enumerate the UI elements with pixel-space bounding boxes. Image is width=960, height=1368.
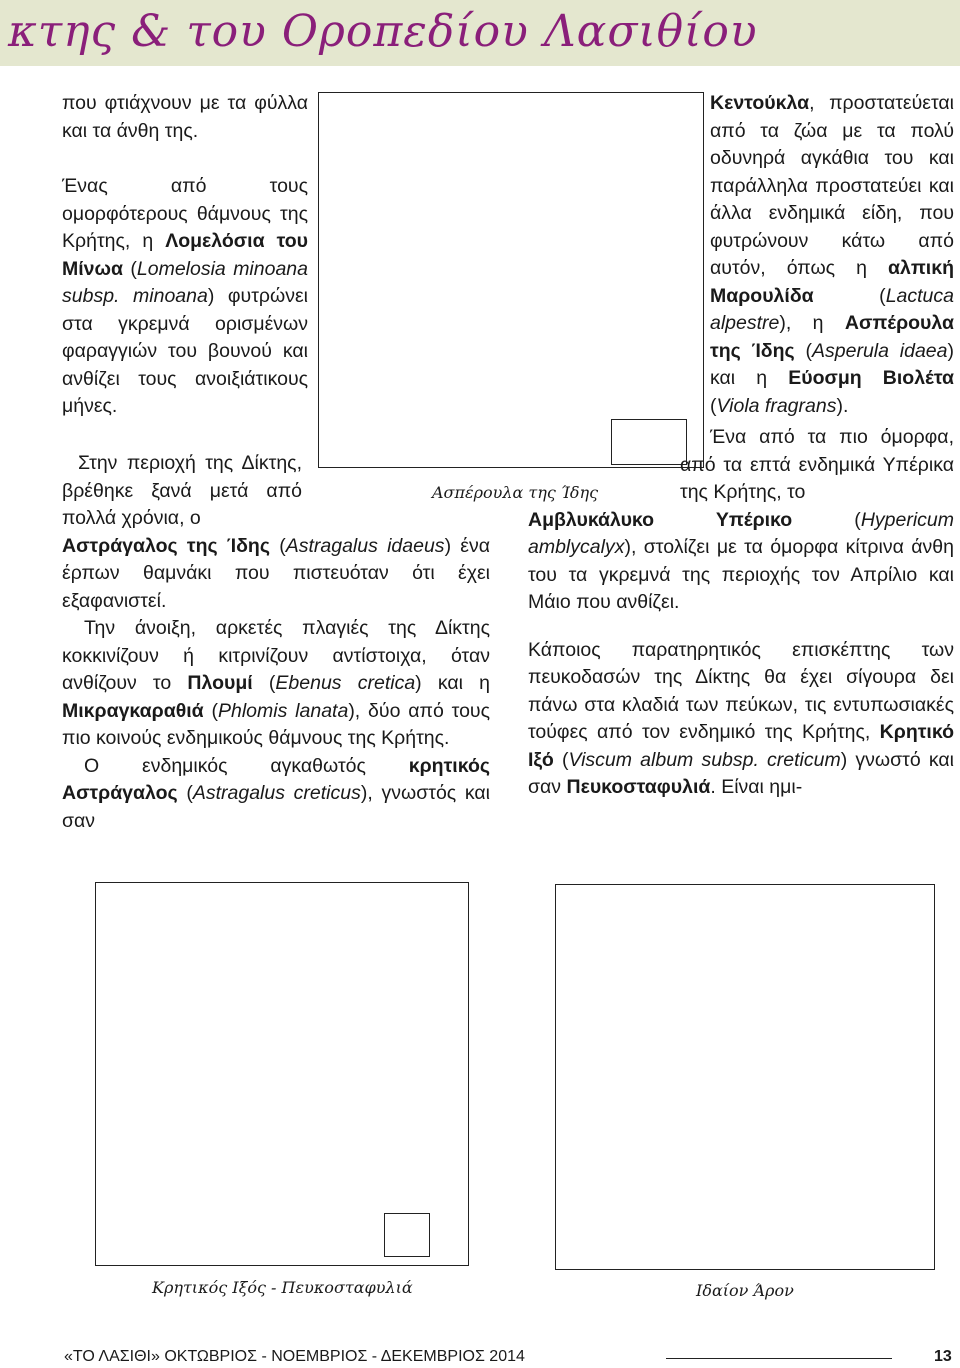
caption-asperula: Ασπέρουλα της Ίδης [432, 483, 599, 502]
photo-idaion-aron [555, 884, 935, 1270]
text-column-kentoukla [710, 90, 954, 420]
footer-rule [666, 1358, 892, 1359]
caption-idaion-aron: Ιδαίον Άρον [696, 1281, 794, 1300]
page-number: 13 [934, 1348, 952, 1365]
paragraph: Αστράγαλος της Ίδης (Astragalus idaeus) ένα έρπων θαμνάκι που πιστευόταν ότι έχει εξαφανιστεί. [62, 534, 490, 612]
paragraph: Αμβλυκάλυκο Υπέρικο (Hypericum amblycalyx), στολίζει με τα όμορφα κίτρινα άνθη του τα γκρεμνά της περιοχής τον Απρίλιο και Μάιο που ανθίζει. [528, 508, 954, 613]
text-column-astragalus [62, 450, 490, 835]
paragraph: Στην περιοχή της Δίκτης, βρέθηκε ξανά μετά από πολλά χρόνια, ο [62, 452, 302, 529]
header-banner [0, 0, 960, 66]
photo-asperula [318, 92, 704, 468]
photo-viscum-inset [384, 1213, 430, 1257]
paragraph: Ο ενδημικός αγκαθωτός κρητικός Αστράγαλος (Astragalus creticus), γνωστός και σαν [62, 754, 490, 832]
paragraph: Κάποιος παρατηρητικός επισκέπτης των πευκοδασών της Δίκτης θα έχει σίγουρα δει πάνω στα κλαδιά των πεύκων, τις εντυπωσιακές τούφες από τον ενδημικό της Κρήτης, Κρητικό Ιξό (Viscum album subsp. creticum) γνωστό και σαν Πευκοσταφυλιά. Είναι ημι- [528, 638, 954, 798]
photo-viscum [95, 882, 469, 1266]
paragraph: που φτιάχνουν με τα φύλλα και τα άνθη της. [62, 92, 308, 142]
paragraph: Ένας από τους ομορφότερους θάμνους της Κρήτης, η Λομελόσια του Μίνωα (Lomelosia minoana subsp. minoana) φυτρώνει στα γκρεμνά ορισμένων φαραγγιών του βουνού και ανθίζει τους ανοιξιάτικους μήνες. [62, 175, 308, 417]
caption-viscum: Κρητικός Ιξός - Πευκοσταφυλιά [152, 1278, 413, 1297]
paragraph: Κεντούκλα, προστατεύεται από τα ζώα με τα πολύ οδυνηρά αγκάθια του και παράλληλα προστατεύει και άλλα ενδημικά είδη, που φυτρώνουν κάτω από αυτόν, όπως η αλπική Μαρουλίδα (Lactuca alpestre), η Ασπέρουλα της Ίδης (Asperula idaea) και η Εύοσμη Βιολέτα (Viola fragrans). [710, 92, 954, 417]
text-column-lomelosia [62, 90, 308, 421]
text-column-hypericum [528, 424, 954, 802]
footer-text: «ΤΟ ΛΑΣΙΘΙ» ΟΚΤΩΒΡΙΟΣ - ΝΟΕΜΒΡΙΟΣ - ΔΕΚΕΜΒΡΙΟΣ 2014 [64, 1348, 525, 1365]
header-title: κτης & του Οροπεδίου Λασιθίου [8, 6, 758, 57]
paragraph: Την άνοιξη, αρκετές πλαγιές της Δίκτης κοκκινίζουν ή κιτρινίζουν αντίστοιχα, όταν ανθίζουν το Πλουμί (Ebenus cretica) και η Μικραγκαραθιά (Phlomis lanata), δύο από τους πιο κοινούς ενδημικούς θάμνους της Κρήτης. [62, 617, 490, 749]
paragraph: Ένα από τα πιο όμορφα, από τα επτά ενδημικά Υπέρικα της Κρήτης, το [680, 426, 954, 503]
